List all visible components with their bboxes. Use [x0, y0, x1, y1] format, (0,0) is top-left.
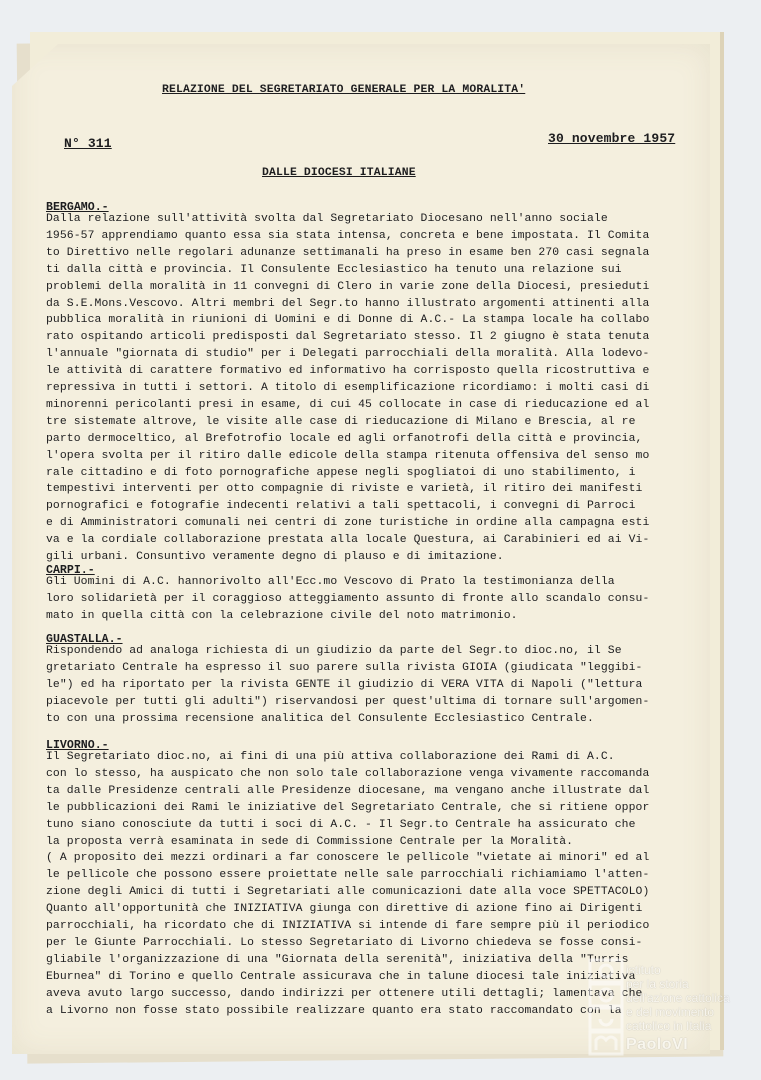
section-heading: BERGAMO.-: [46, 201, 109, 214]
text-line: pornografici e fotografie indecenti relativi a tali spettacoli, i convegni di Parroci: [46, 500, 636, 513]
text-line: ( A proposito dei mezzi ordinari a far conoscere le pellicole "vietate ai minori" ed al: [46, 852, 650, 865]
text-line: pubblica moralità in riunioni di Uomini e di Donne di A.C.- La stampa locale ha collabo: [46, 314, 650, 327]
watermark-line-3: dell'azione cattolica: [626, 991, 730, 1005]
section-heading: CARPI.-: [46, 564, 95, 577]
text-line: e di Amministratori comunali nei centri di zone turistiche in ordine alla campagna esti: [46, 517, 650, 530]
text-line: repressiva in tutti i settori. A titolo di esemplificazione ricordiamo: i molti casi di: [46, 382, 650, 394]
text-line: to Direttivo nelle regolari adunanze settimanali ha preso in esame ben 270 casi segnala: [46, 246, 650, 259]
text-line: parrocchiali, ha ricordato che di INIZIATIVA si intende di fare sempre più il periodico: [46, 920, 650, 932]
text-line: 1956-57 apprendiamo quanto essa sia stata intensa, concreta e bene impostata. Il Comita: [46, 229, 650, 242]
text-line: rale cittadino e di foto pornografiche appese negli spogliatoi di uno stabilimento, i: [46, 466, 636, 479]
text-line: le attività di carattere formativo ed informativo ha corrisposto quella ricostruttiva e: [46, 365, 650, 378]
archive-logo-icon: [588, 958, 624, 1058]
text-line: minorenni pericolanti presi in esame, di cui 45 collocate in case di rieducazione ed al: [46, 398, 650, 411]
watermark-line-2: per la storia: [626, 977, 689, 991]
watermark-brand: PaoloVI: [626, 1036, 689, 1053]
text-line: ta dalle Presidenze centrali alle Presidenze diocesane, ma vengano anche illustrate dal: [46, 784, 650, 797]
text-line: tempestivi interventi per otto compagnie di riviste e varietà, il ritiro dei manifesti: [46, 483, 643, 496]
section-title: DALLE DIOCESI ITALIANE: [262, 167, 416, 179]
document-number: N° 311: [64, 136, 112, 151]
text-line: Rispondendo ad analoga richiesta di un giudizio da parte del Segr.to dioc.no, il Se: [46, 645, 622, 657]
text-line: problemi della moralità in 11 convegni di Clero in varie zone della Diocesi, presieduti: [46, 280, 650, 293]
document-date: 30 novembre 1957: [548, 131, 676, 146]
section-heading: LIVORNO.-: [46, 739, 109, 752]
text-line: va e la cordiale collaborazione prestata alla locale Questura, ai Carabinieri ed ai Vi-: [46, 534, 650, 547]
text-line: tre sistemate altrove, le visite alle case di rieducazione di Milano e Brescia, al re: [46, 415, 636, 428]
watermark-line-4: e del movimento: [626, 1005, 715, 1019]
section-heading: GUASTALLA.-: [46, 633, 123, 646]
text-line: l'opera svolta per il ritiro dalle edicole della stampa ritenuta offensiva del senso mo: [46, 449, 650, 462]
text-line: l'annuale "giornata di studio" per i Delegati parrocchiali della moralità. Alla lodevo-: [46, 348, 650, 361]
text-line: le pubblicazioni dei Rami le iniziative del Segretariato Centrale, che si ritiene oppor: [46, 801, 650, 814]
text-line: zione degli Amici di tutti i Segretariati alle comunicazioni date alla voce SPETTACOLO): [46, 886, 650, 899]
text-line: mato in quella città con la celebrazione civile del noto matrimonio.: [46, 609, 518, 622]
text-line: a Livorno non fosse stato possibile realizzare quanto era stato raccomandato con la: [46, 1004, 622, 1017]
text-line: Quanto all'opportunità che INIZIATIVA giunga con direttive di azione fino ai Dirigenti: [46, 903, 643, 916]
document-header-title: RELAZIONE DEL SEGRETARIATO GENERALE PER LA MORALITA': [162, 84, 526, 96]
text-line: to con una prossima recensione analitica del Consulente Ecclesiastico Centrale.: [46, 712, 594, 725]
text-line: con lo stesso, ha auspicato che non solo tale collaborazione venga vivamente raccomanda: [46, 767, 650, 780]
watermark-line-5: cattolico in Italia: [626, 1019, 712, 1033]
text-line: le pellicole che possono essere proiettate nelle sale parrocchiali richiamiamo l'atten-: [46, 869, 650, 882]
text-line: gretariato Centrale ha espresso il suo parere sulla rivista GIOIA (giudicata "leggibi-: [46, 661, 643, 674]
text-line: per le Giunte Parrocchiali. Lo stesso Segretariato di Livorno chiedeva se fosse consi-: [46, 936, 643, 949]
text-line: ti dalla città e provincia. Il Consulente Ecclesiastico ha tenuto una relazione sui: [46, 263, 622, 276]
text-line: gili urbani. Consuntivo veramente degno di plauso e di imitazione.: [46, 551, 504, 563]
text-line: rato ospitando articoli predisposti dal Segretariato stesso. Il 2 giugno è stata tenuta: [46, 331, 650, 344]
text-line: Dalla relazione sull'attività svolta dal Segretariato Diocesano nell'anno sociale: [46, 213, 608, 225]
text-line: gliabile l'organizzazione di una "Giornata della serenità", iniziativa della "Turris: [46, 953, 629, 966]
text-line: tuno siano conosciute da tutti i soci di A.C. - Il Segr.to Centrale ha assicurato che: [46, 818, 636, 831]
archive-watermark: [588, 958, 748, 1068]
text-line: da S.E.Mons.Vescovo. Altri membri del Segr.to hanno illustrato argomenti attinenti alla: [46, 297, 650, 310]
text-line: piacevole per tutti gli adulti") riservandosi per quest'ultima di tornare sull'argomen-: [46, 695, 650, 708]
watermark-line-1: istituto: [626, 963, 661, 977]
text-line: le") ed ha riportato per la rivista GENTE il giudizio di VERA VITA di Napoli ("lettura: [46, 678, 643, 691]
text-line: parto dermoceltico, al Brefotrofio locale ed agli orfanotrofi della città e provincia,: [46, 432, 643, 445]
text-line: loro solidarietà per il coraggioso atteggiamento assunto di fronte allo scandalo consu-: [46, 592, 650, 605]
text-line: Il Segretariato dioc.no, ai fini di una più attiva collaborazione dei Rami di A.C.: [46, 751, 615, 763]
text-line: aveva avuto largo successo, dando indirizzi per ottenere utili dettagli; lamentava che: [46, 987, 643, 1000]
text-line: Gli Uomini di A.C. hannorivolto all'Ecc.mo Vescovo di Prato la testimonianza della: [46, 576, 615, 588]
text-line: Eburnea" di Torino e quello Centrale assicurava che in talune diocesi tale iniziativa: [46, 970, 636, 983]
text-line: la proposta verrà esaminata in sede di Commissione Centrale per la Moralità.: [46, 835, 574, 848]
